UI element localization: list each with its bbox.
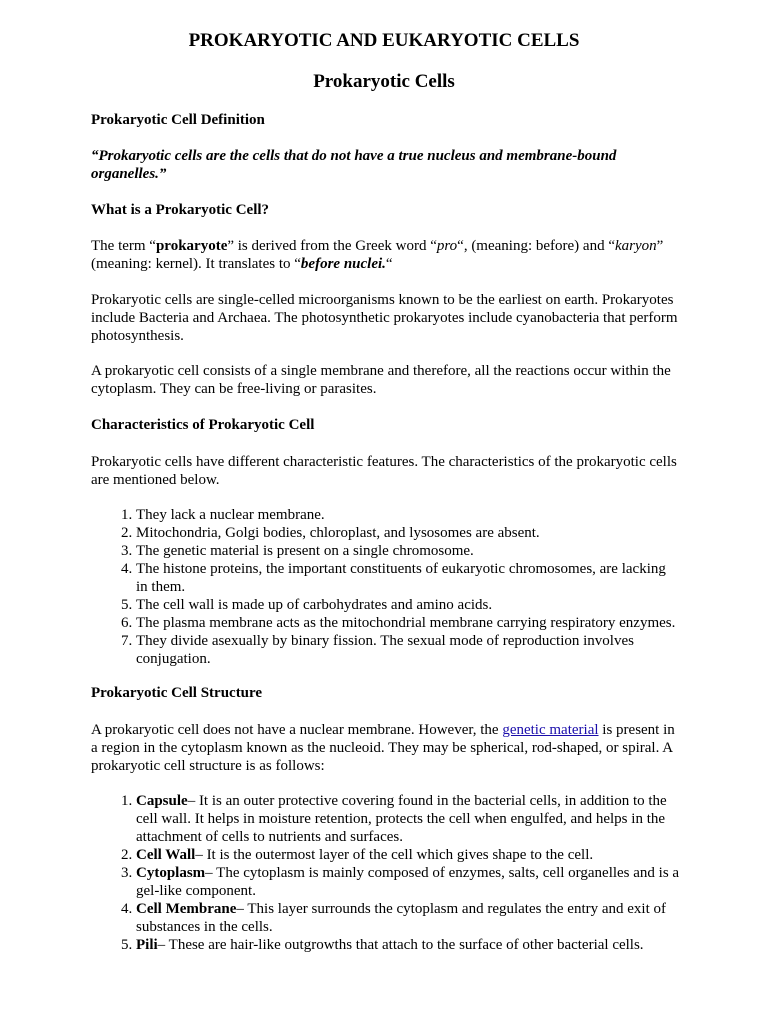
characteristics-heading: Characteristics of Prokaryotic Cell (91, 417, 315, 433)
document-title: PROKARYOTIC AND EUKARYOTIC CELLS (188, 30, 580, 51)
definition-heading: Prokaryotic Cell Definition (91, 112, 265, 128)
list-item (136, 864, 681, 900)
list-item: 4. The histone proteins, the important constituents of eukaryotic chromosomes, are lacking in them. (136, 560, 681, 596)
etymology-paragraph (91, 237, 681, 273)
list-item (136, 846, 681, 864)
structure-list (91, 792, 681, 954)
structure-term: Cell Wall (136, 847, 196, 863)
list-item: 6. The plasma membrane acts as the mitochondrial membrane carrying respiratory enzymes. (136, 614, 681, 632)
structure-term: Cell Membrane (136, 901, 237, 917)
structure-term: Capsule (136, 793, 188, 809)
prokaryotes-paragraph: Prokaryotic cells are single-celled microorganisms known to be the earliest on earth. Prokaryotes include Bacteria and Archaea. The photosynthetic prokaryotes include cyanobacteria that perform photosynthesis. (91, 292, 678, 344)
structure-intro-text-1: A prokaryotic cell does not have a nuclear membrane. However, the (91, 722, 503, 738)
list-item (136, 900, 681, 936)
structure-term: Pili (136, 937, 158, 953)
term-karyon: karyon (615, 238, 657, 254)
etymology-text-3: “, (meaning: before) and “ (457, 238, 615, 254)
structure-desc: – It is the outermost layer of the cell which gives shape to the cell. (195, 847, 594, 863)
membrane-paragraph: A prokaryotic cell consists of a single membrane and therefore, all the reactions occur within the cytoplasm. They can be free-living or parasites. (91, 363, 671, 397)
genetic-material-link[interactable]: genetic material (502, 722, 599, 738)
structure-intro-text-2: is present in a region in the cytoplasm known as the nucleoid. They may be spherical, rod-shaped, or spiral. A prokaryotic cell structure is as follows: (91, 722, 675, 774)
list-item: 3. The genetic material is present on a single chromosome. (136, 542, 681, 560)
etymology-text-5: “ (385, 256, 393, 272)
section-title: Prokaryotic Cells (313, 71, 455, 92)
list-item: 5. The cell wall is made up of carbohydrates and amino acids. (136, 596, 681, 614)
structure-intro (91, 721, 681, 775)
list-item: 2. Mitochondria, Golgi bodies, chloroplast, and lysosomes are absent. (136, 524, 681, 542)
structure-desc: – This layer surrounds the cytoplasm and regulates the entry and exit of substances in the cells. (136, 901, 666, 935)
structure-desc: – The cytoplasm is mainly composed of enzymes, salts, cell organelles and is a gel-like component. (136, 865, 680, 899)
term-before-nuclei: before nuclei. (300, 256, 386, 272)
etymology-text-2: ” is derived from the Greek word “ (227, 238, 437, 254)
list-item (136, 792, 681, 846)
list-item: 7. They divide asexually by binary fission. The sexual mode of reproduction involves conjugation. (136, 632, 681, 668)
etymology-text-1: The term “ (91, 238, 156, 254)
what-is-heading: What is a Prokaryotic Cell? (91, 202, 270, 218)
list-item: 1. They lack a nuclear membrane. (136, 506, 681, 524)
structure-term: Cytoplasm (136, 865, 206, 881)
term-pro: pro (436, 238, 458, 254)
characteristics-list (91, 506, 681, 668)
structure-desc: – It is an outer protective covering found in the bacterial cells, in addition to the cell wall. It helps in moisture retention, protects the cell when engulfed, and helps in the attachment of cells to nutrients and surfaces. (136, 793, 667, 845)
list-item (136, 936, 681, 954)
etymology-text-4: ” (meaning: kernel). It translates to “ (91, 238, 664, 272)
structure-heading: Prokaryotic Cell Structure (91, 685, 263, 701)
characteristics-intro: Prokaryotic cells have different characteristic features. The characteristics of the prokaryotic cells are mentioned below. (91, 454, 677, 488)
definition-quote: “Prokaryotic cells are the cells that do not have a true nucleus and membrane-bound organelles.” (91, 148, 617, 182)
structure-desc: – These are hair-like outgrowths that attach to the surface of other bacterial cells. (157, 937, 644, 953)
term-prokaryote: prokaryote (155, 238, 228, 254)
